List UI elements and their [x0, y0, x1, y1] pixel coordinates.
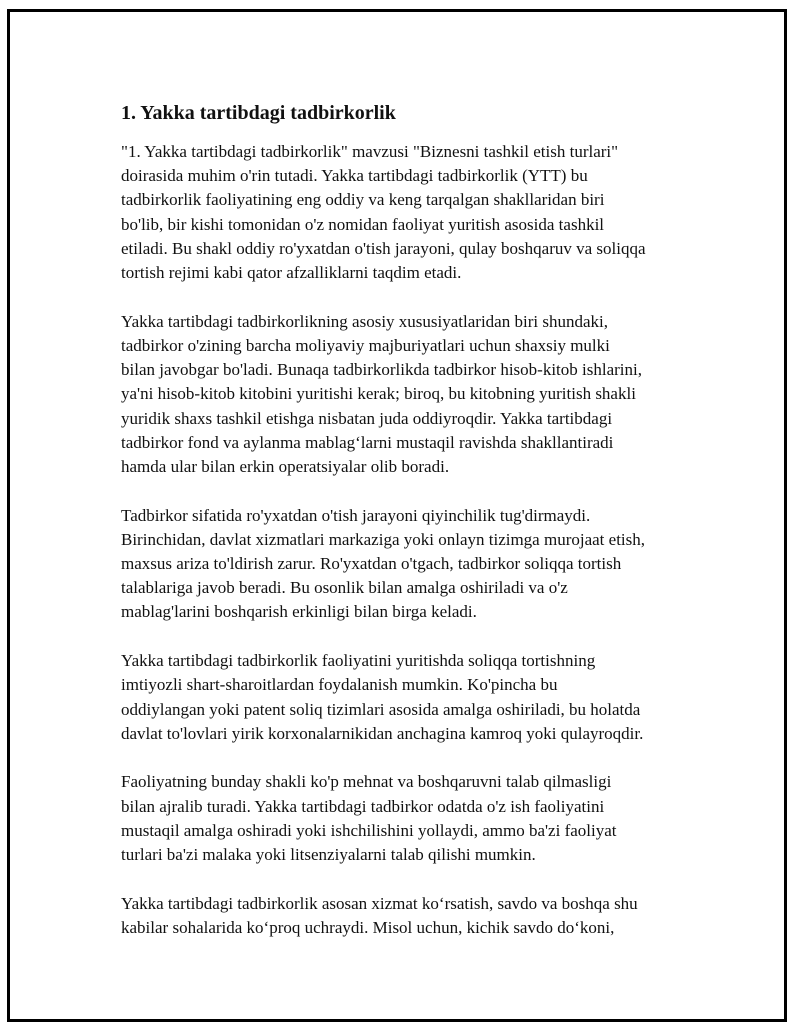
paragraph: "1. Yakka tartibdagi tadbirkorlik" mavzusi "Biznesni tashkil etish turlari" doirasida muhim o'rin tutadi. Yakka tartibdagi tadbirkorlik (YTT) bu tadbirkorlik faoliyatining eng oddiy va keng tarqalgan shakllaridan biri bo'lib, bir kishi tomonidan o'z nomidan faoliyat yuritish asosida tashkil etiladi. Bu shakl oddiy ro'yxatdan o'tish jarayoni, qulay boshqaruv va soliqqa tortish rejimi kabi qator afzalliklarni taqdim etadi. — [121, 142, 646, 283]
paragraph: Yakka tartibdagi tadbirkorlikning asosiy xususiyatlaridan biri shundaki, tadbirkor o'zining barcha moliyaviy majburiyatlari uchun shaxsiy mulki bilan javobgar bo'ladi. Bunaqa tadbirkorlikda tadbirkor hisob-kitob ishlarini, ya'ni hisob-kitob kitobini yuritishi kerak; biroq, bu kitobning yuritish shakli yuridik shaxs tashkil etishga nisbatan juda oddiyroqdir. Yakka tartibdagi tadbirkor fond va aylanma mablag‘larni mustaqil ravishda shakllantiradi hamda ular bilan erkin operatsiyalar olib boradi. — [121, 311, 642, 476]
page-frame — [7, 9, 787, 1022]
document-body — [121, 98, 721, 965]
paragraph: Faoliyatning bunday shakli ko'p mehnat va boshqaruvni talab qilmasligi bilan ajralib turadi. Yakka tartibdagi tadbirkor odatda o'z ish faoliyatini mustaqil amalga oshiradi yoki ishchilishini yollaydi, ammo ba'zi faoliyat turlari ba'zi malaka yoki litsenziyalarni talab qilishi mumkin. — [121, 772, 617, 865]
paragraph: Yakka tartibdagi tadbirkorlik asosan xizmat ko‘rsatish, savdo va boshqa shu kabilar sohalarida ko‘proq uchraydi. Misol uchun, kichik savdo do‘koni, — [121, 893, 638, 937]
section-heading: 1. Yakka tartibdagi tadbirkorlik — [121, 102, 396, 124]
paragraph: Yakka tartibdagi tadbirkorlik faoliyatini yuritishda soliqqa tortishning imtiyozli shart-sharoitlardan foydalanish mumkin. Ko'pincha bu oddiylangan yoki patent soliq tizimlari asosida amalga oshiriladi, bu holatda davlat to'lovlari yirik korxonalarnikidan anchagina kamroq yoki qulayroqdir. — [121, 651, 644, 743]
paragraph: Tadbirkor sifatida ro'yxatdan o'tish jarayoni qiyinchilik tug'dirmaydi. Birinchidan, davlat xizmatlari markaziga yoki onlayn tizimga murojaat etish, maxsus ariza to'ldirish zarur. Ro'yxatdan o'tgach, tadbirkor soliqqa tortish talablariga javob beradi. Bu osonlik bilan amalga oshiriladi va o'z mablag'larini boshqarish erkinligi bilan birga keladi. — [121, 505, 646, 622]
